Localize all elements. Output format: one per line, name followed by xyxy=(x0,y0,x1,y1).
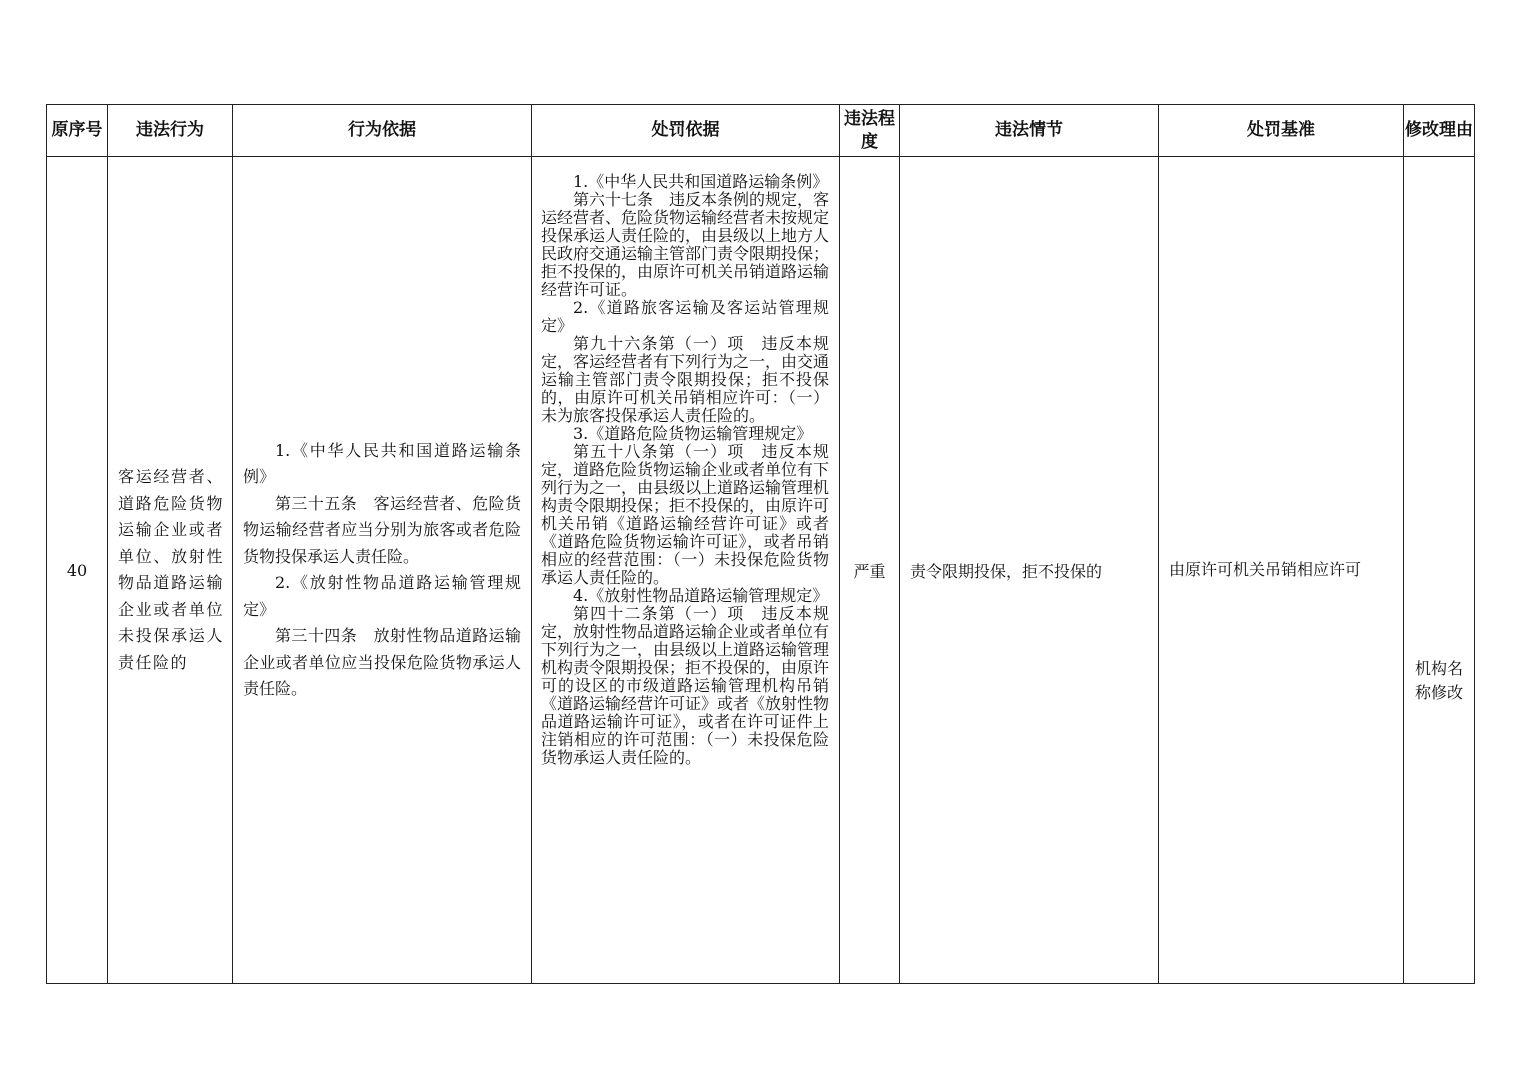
header-punishment-basis: 处罚依据 xyxy=(532,105,840,157)
punishment-article: 第五十八条第（一）项 违反本规定，道路危险货物运输企业或者单位有下列行为之一，由县级以上道路运输管理机构责令限期投保；拒不投保的，由原许可机关吊销《道路运输经营许可证》或者《道路危险货物运输许可证》，或者吊销相应的经营范围：（一）未投保危险货物承运人责任险的。 xyxy=(541,442,830,587)
punishment-law-title: 2.《道路旅客运输及客运站管理规定》 xyxy=(541,298,829,335)
penalty-standard-table xyxy=(46,104,1475,984)
header-behavior-basis: 行为依据 xyxy=(233,105,532,157)
header-violation-circumstance: 违法情节 xyxy=(900,105,1159,157)
punishment-article: 第九十六条第（一）项 违反本规定，客运经营者有下列行为之一，由交通运输主管部门责令限期投保；拒不投保的，由原许可机关吊销相应许可：（一）未为旅客投保承运人责任险的。 xyxy=(541,334,830,425)
punishment-standard-cell: 由原许可机关吊销相应许可 xyxy=(1159,157,1404,984)
punishment-article: 第六十七条 违反本条例的规定，客运经营者、危险货物运输经营者未按规定投保承运人责任险的，由县级以上地方人民政府交通运输主管部门责令限期投保；拒不投保的，由原许可机关吊销道路运输经营许可证。 xyxy=(541,190,830,299)
header-violation-degree: 违法程度 xyxy=(840,105,900,157)
punishment-basis-cell xyxy=(532,157,840,984)
basis-law-title: 2.《放射性物品道路运输管理规定》 xyxy=(243,573,521,619)
table-row xyxy=(47,157,1475,984)
header-row xyxy=(47,105,1475,157)
basis-law-title: 1.《中华人民共和国道路运输条例》 xyxy=(243,440,521,486)
header-revision-reason: 修改理由 xyxy=(1404,105,1475,157)
punishment-law-title: 4.《放射性物品道路运输管理规定》 xyxy=(573,586,829,605)
header-original-number: 原序号 xyxy=(47,105,108,157)
behavior-basis-cell xyxy=(233,157,532,984)
punishment-article: 第四十二条第（一）项 违反本规定，放射性物品道路运输企业或者单位有下列行为之一，由县级以上道路运输管理机构责令限期投保；拒不投保的，由原许可的设区的市级道路运输管理机构吊销《道路运输经营许可证》或者《放射性物品道路运输许可证》，或者在许可证件上注销相应的许可范围：（一）未投保危险货物承运人责任险的。 xyxy=(541,604,830,767)
header-punishment-standard: 处罚基准 xyxy=(1159,105,1404,157)
punishment-law-title: 1.《中华人民共和国道路运输条例》 xyxy=(573,172,829,191)
header-violation-behavior: 违法行为 xyxy=(108,105,233,157)
violation-circumstance-cell: 责令限期投保，拒不投保的 xyxy=(900,157,1159,984)
revision-reason-text: 机构名称修改 xyxy=(1414,659,1463,702)
basis-article: 第三十四条 放射性物品道路运输企业或者单位应当投保危险货物承运人责任险。 xyxy=(243,626,521,698)
row-number: 40 xyxy=(47,157,108,984)
revision-reason-cell xyxy=(1404,157,1475,984)
basis-article: 第三十五条 客运经营者、危险货物运输经营者应当分别为旅客或者危险货物投保承运人责任险。 xyxy=(243,493,521,566)
violation-degree-cell: 严重 xyxy=(840,157,900,984)
punishment-law-title: 3.《道路危险货物运输管理规定》 xyxy=(573,424,813,443)
violation-behavior-cell: 客运经营者、道路危险货物运输企业或者单位、放射性物品道路运输企业或者单位未投保承运人责任险的 xyxy=(108,157,233,984)
